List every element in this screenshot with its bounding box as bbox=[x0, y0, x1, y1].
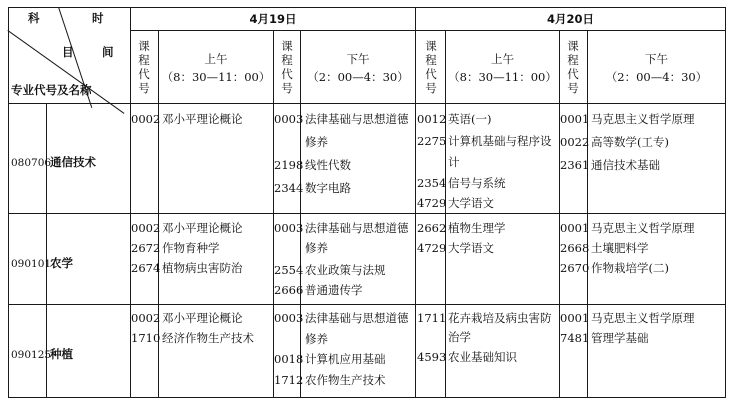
major-name: 种植 bbox=[50, 347, 73, 361]
course-subject: 线性代数 bbox=[305, 158, 351, 172]
course-code: 2354 bbox=[417, 176, 447, 190]
course-subject: 邓小平理论概论 bbox=[162, 311, 243, 325]
course-subject: 经济作物生产技术 bbox=[162, 331, 254, 345]
session-morning-time: （8：30—11：00） bbox=[161, 70, 271, 84]
course-code-header: 课程代号 bbox=[425, 39, 437, 95]
course-code-header: 课程代号 bbox=[138, 39, 150, 95]
course-subject: 计算机基础与程序设 bbox=[448, 134, 552, 148]
course-code: 1712 bbox=[274, 373, 304, 387]
corner-label-item: 目 bbox=[62, 45, 74, 59]
course-code: 7481 bbox=[560, 331, 590, 345]
course-code: 0001 bbox=[560, 311, 590, 325]
course-code: 2672 bbox=[131, 241, 161, 255]
table-border-left bbox=[8, 7, 9, 398]
major-code: 080706 bbox=[11, 157, 52, 169]
session-afternoon-label: 下午 bbox=[645, 52, 668, 66]
course-subject: 大学语文 bbox=[448, 241, 494, 255]
course-code: 0003 bbox=[274, 112, 304, 126]
course-subject: 计算机应用基础 bbox=[305, 352, 386, 366]
course-subject: 法律基础与思想道德 bbox=[305, 112, 409, 126]
course-subject: 邓小平理论概论 bbox=[162, 112, 243, 126]
course-subject: 普通遗传学 bbox=[305, 283, 363, 297]
course-code-header: 课程代号 bbox=[281, 39, 293, 95]
course-code: 0002 bbox=[131, 112, 161, 126]
d1-session-divider bbox=[273, 30, 274, 398]
course-subject: 大学语文 bbox=[448, 196, 494, 210]
course-code: 0022 bbox=[560, 135, 590, 149]
course-code: 4729 bbox=[417, 196, 447, 210]
course-code: 1710 bbox=[131, 331, 161, 345]
session-afternoon-time: （2：00—4：30） bbox=[605, 70, 708, 84]
course-code: 0018 bbox=[274, 352, 304, 366]
course-subject: 马克思主义哲学原理 bbox=[591, 311, 695, 325]
course-code: 0003 bbox=[274, 311, 304, 325]
course-subject: 通信技术基础 bbox=[591, 158, 660, 172]
major-code: 090101 bbox=[11, 258, 52, 270]
major-code: 090125 bbox=[11, 349, 52, 361]
course-subject: 农业基础知识 bbox=[448, 350, 517, 364]
corner-label-major: 专业代号及名称 bbox=[11, 83, 92, 97]
course-code: 2198 bbox=[274, 158, 304, 172]
major-name: 通信技术 bbox=[50, 155, 96, 169]
course-subject: 农作物生产技术 bbox=[305, 373, 386, 387]
course-code: 2662 bbox=[417, 221, 447, 235]
course-subject: 作物育种学 bbox=[162, 241, 220, 255]
session-morning-label: 上午 bbox=[491, 52, 514, 66]
course-code: 0001 bbox=[560, 221, 590, 235]
course-subject: 管理学基础 bbox=[591, 331, 649, 345]
corner-label-subject: 科 bbox=[28, 11, 40, 25]
course-subject: 马克思主义哲学原理 bbox=[591, 112, 695, 126]
date-header-1: 4月19日 bbox=[249, 12, 297, 26]
session-morning-label: 上午 bbox=[204, 52, 228, 66]
course-subject: 高等数学(工专) bbox=[591, 135, 669, 149]
course-code: 0012 bbox=[417, 112, 447, 126]
day-divider bbox=[415, 7, 416, 398]
course-subject: 治学 bbox=[448, 330, 471, 344]
course-subject: 信号与系统 bbox=[448, 176, 506, 190]
course-subject: 农业政策与法规 bbox=[305, 263, 386, 277]
course-code: 2666 bbox=[274, 283, 304, 297]
course-code: 0003 bbox=[274, 221, 304, 235]
course-subject: 土壤肥料学 bbox=[591, 241, 649, 255]
session-morning-time: （8：30—11：00） bbox=[448, 70, 557, 84]
course-code-header: 课程代号 bbox=[567, 39, 579, 95]
date-header-2: 4月20日 bbox=[546, 12, 594, 26]
course-code: 2668 bbox=[560, 241, 590, 255]
course-subject: 修养 bbox=[305, 135, 328, 149]
course-code: 2275 bbox=[417, 134, 447, 148]
course-subject: 植物生理学 bbox=[448, 221, 506, 235]
course-code: 0001 bbox=[560, 112, 590, 126]
course-code: 2670 bbox=[560, 261, 590, 275]
session-afternoon-label: 下午 bbox=[346, 52, 370, 66]
course-code: 2554 bbox=[274, 263, 304, 277]
course-subject: 数字电路 bbox=[305, 181, 351, 195]
course-subject: 法律基础与思想道德 bbox=[305, 221, 409, 235]
session-afternoon-time: （2：00—4：30） bbox=[307, 70, 409, 84]
course-code: 0002 bbox=[131, 311, 161, 325]
course-subject: 作物栽培学(二) bbox=[591, 261, 669, 275]
header-bottom-line bbox=[8, 103, 725, 104]
course-subject: 花卉栽培及病虫害防 bbox=[448, 311, 552, 325]
major-name: 农学 bbox=[50, 256, 73, 270]
table-border-top bbox=[8, 7, 725, 8]
course-subject: 修养 bbox=[305, 332, 328, 346]
row-divider-2 bbox=[8, 304, 725, 305]
row-divider-1 bbox=[8, 213, 725, 214]
course-subject: 马克思主义哲学原理 bbox=[591, 221, 695, 235]
course-code: 2674 bbox=[131, 261, 161, 275]
course-code: 0002 bbox=[131, 221, 161, 235]
corner-diagonal-2 bbox=[7, 30, 124, 114]
course-subject: 法律基础与思想道德 bbox=[305, 311, 409, 325]
corner-label-time: 时 bbox=[92, 11, 104, 25]
course-code: 4729 bbox=[417, 241, 447, 255]
course-subject: 英语(一) bbox=[448, 112, 492, 126]
course-subject: 邓小平理论概论 bbox=[162, 221, 243, 235]
date-row-divider bbox=[130, 30, 725, 31]
course-code: 2344 bbox=[274, 181, 304, 195]
course-subject: 修养 bbox=[305, 241, 328, 255]
course-code: 4593 bbox=[417, 350, 447, 364]
corner-label-between: 间 bbox=[102, 45, 114, 59]
course-code: 2361 bbox=[560, 158, 590, 172]
course-code: 1711 bbox=[417, 311, 447, 325]
course-subject: 植物病虫害防治 bbox=[162, 261, 243, 275]
course-subject: 计 bbox=[448, 155, 460, 169]
table-border-bottom bbox=[8, 397, 725, 398]
d1pm-code-divider bbox=[300, 30, 301, 398]
table-border-right bbox=[725, 7, 726, 398]
